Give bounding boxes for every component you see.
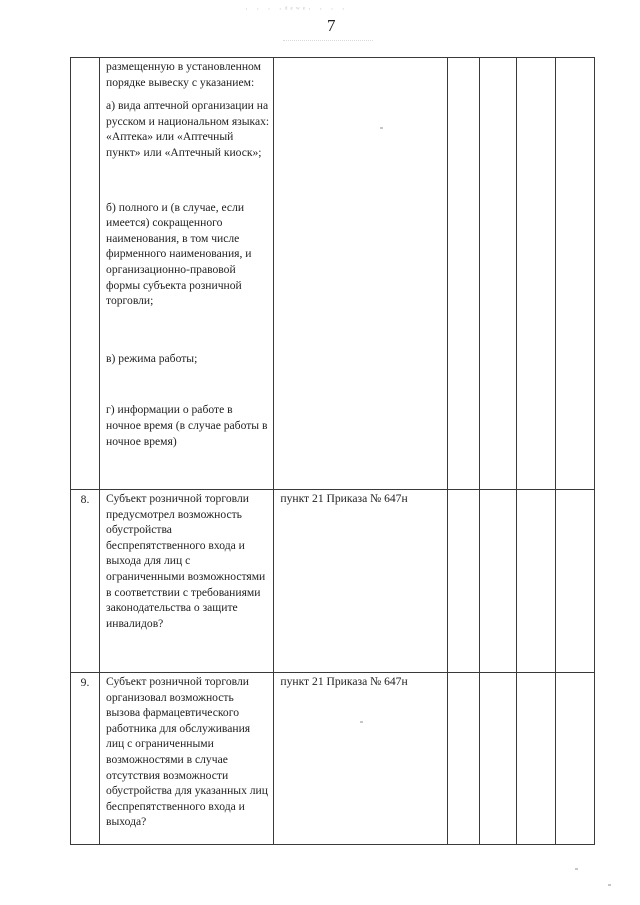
answer-cell-yes: [447, 490, 479, 673]
reference-text: пункт 21 Приказа № 647н: [280, 492, 408, 505]
scan-speck: [380, 127, 383, 129]
scan-speck: [608, 884, 611, 886]
question-cell: [100, 490, 274, 673]
scan-speck: [575, 868, 578, 870]
table-row-continuation: [71, 58, 595, 490]
scan-artifact-line: [283, 40, 373, 47]
answer-cell-yes: [447, 673, 479, 845]
question-text: Субъект розничной торговли предусмотрел возможность обустройства беспрепятственного входа и выхода для лиц с ограниченными возможностями в соответствии с требованиями законодательства о защите инвалидов?: [106, 492, 266, 630]
signboard-item-v: в) режима работы;: [106, 351, 198, 365]
scan-artifact-header: · · · ·ᵈᵉʷᵉ· · · ·: [245, 4, 348, 14]
reference-text: пункт 21 Приказа № 647н: [280, 675, 408, 688]
row-number: [71, 58, 99, 60]
row-number: 9.: [80, 676, 90, 689]
question-text: Субъект розничной торговли организовал возможность вызова фармацевтического работника для обслуживания лиц с ограниченными возможностями в случае отсутствия возможности обустройства для указанных лиц беспрепятственного входа и выхода?: [106, 675, 268, 829]
checklist-table: [70, 57, 595, 845]
notes-cell: [555, 58, 594, 490]
row-number-cell: [71, 673, 100, 845]
notes-cell: [555, 490, 594, 673]
answer-cell-no: [479, 673, 516, 845]
answer-cell-yes: [447, 58, 479, 490]
row-number: 8.: [80, 493, 90, 506]
answer-cell-no: [479, 490, 516, 673]
reference-cell: [274, 490, 447, 673]
row-number-cell: [71, 490, 100, 673]
row-number-cell: [71, 58, 100, 490]
question-cell: [100, 673, 274, 845]
signboard-intro-text: размещенную в установленном порядке вывеску с указанием:: [106, 60, 261, 89]
table-row-8: [71, 490, 595, 673]
reference-cell: [274, 58, 447, 490]
page-number: 7: [327, 16, 336, 35]
answer-cell-no: [479, 58, 516, 490]
answer-cell-na: [516, 490, 555, 673]
table-row-9: [71, 673, 595, 845]
notes-cell: [555, 673, 594, 845]
signboard-item-a: а) вида аптечной организации на русском и национальном языках: «Аптека» или «Аптечный пункт» или «Аптечный киоск»;: [106, 99, 270, 159]
question-cell: [100, 58, 274, 490]
signboard-item-b: б) полного и (в случае, если имеется) сокращенного наименования, в том числе фирменного наименования, и организационно-правовой формы субъекта розничной торговли;: [106, 200, 252, 308]
scan-speck: [360, 721, 363, 723]
reference-cell: [274, 673, 447, 845]
reference-text: [274, 58, 446, 59]
answer-cell-na: [516, 58, 555, 490]
signboard-item-g: г) информации о работе в ночное время (в случае работы в ночное время): [106, 403, 268, 448]
answer-cell-na: [516, 673, 555, 845]
